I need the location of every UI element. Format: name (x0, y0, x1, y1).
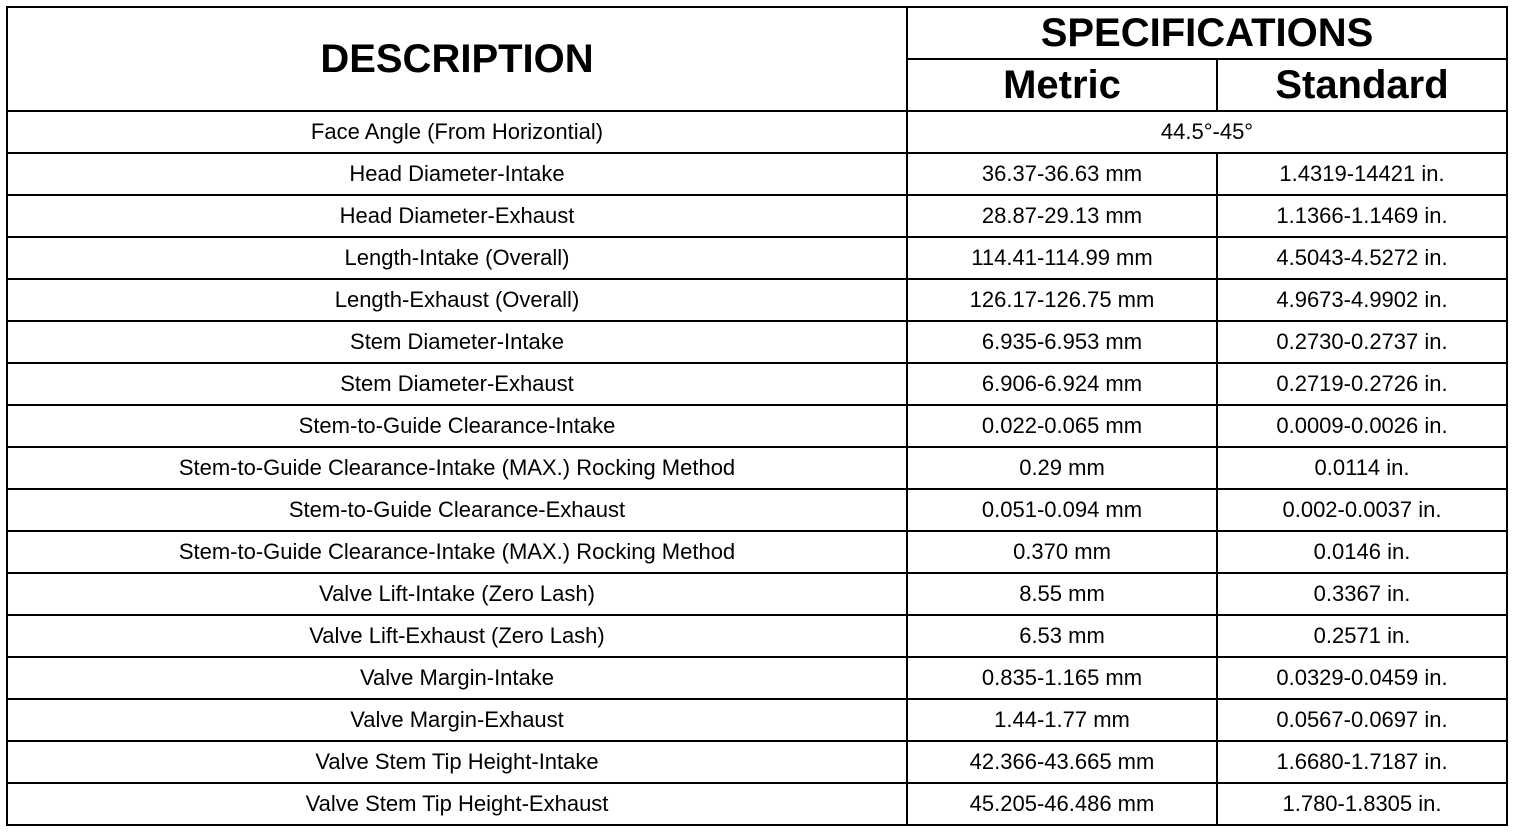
metric-cell: 6.935-6.953 mm (907, 321, 1217, 363)
metric-cell: 45.205-46.486 mm (907, 783, 1217, 825)
description-cell: Valve Stem Tip Height-Intake (7, 741, 907, 783)
metric-cell: 28.87-29.13 mm (907, 195, 1217, 237)
metric-cell: 0.835-1.165 mm (907, 657, 1217, 699)
description-cell: Head Diameter-Exhaust (7, 195, 907, 237)
standard-cell: 4.5043-4.5272 in. (1217, 237, 1507, 279)
table-row (7, 321, 1507, 363)
description-cell: Valve Stem Tip Height-Exhaust (7, 783, 907, 825)
metric-cell: 6.53 mm (907, 615, 1217, 657)
description-cell: Stem-to-Guide Clearance-Intake (MAX.) Rocking Method (7, 447, 907, 489)
table-row (7, 741, 1507, 783)
description-cell: Valve Lift-Exhaust (Zero Lash) (7, 615, 907, 657)
valve-specifications-table (6, 6, 1508, 826)
description-cell: Length-Intake (Overall) (7, 237, 907, 279)
standard-cell: 1.1366-1.1469 in. (1217, 195, 1507, 237)
metric-cell: 0.022-0.065 mm (907, 405, 1217, 447)
table-row (7, 657, 1507, 699)
table-row (7, 573, 1507, 615)
standard-cell: 0.0114 in. (1217, 447, 1507, 489)
table-row (7, 405, 1507, 447)
standard-cell: 0.002-0.0037 in. (1217, 489, 1507, 531)
table-row (7, 531, 1507, 573)
metric-cell: 0.29 mm (907, 447, 1217, 489)
metric-cell: 42.366-43.665 mm (907, 741, 1217, 783)
metric-cell: 1.44-1.77 mm (907, 699, 1217, 741)
table-row (7, 363, 1507, 405)
description-cell: Valve Margin-Exhaust (7, 699, 907, 741)
table-row (7, 783, 1507, 825)
standard-cell: 0.0567-0.0697 in. (1217, 699, 1507, 741)
description-cell: Stem-to-Guide Clearance-Intake (MAX.) Rocking Method (7, 531, 907, 573)
description-header: DESCRIPTION (7, 7, 907, 111)
metric-cell: 0.051-0.094 mm (907, 489, 1217, 531)
header-row-top (7, 7, 1507, 59)
metric-cell: 114.41-114.99 mm (907, 237, 1217, 279)
standard-cell: 1.6680-1.7187 in. (1217, 741, 1507, 783)
standard-header: Standard (1217, 59, 1507, 111)
standard-cell: 0.2730-0.2737 in. (1217, 321, 1507, 363)
face-angle-value-cell: 44.5°-45° (907, 111, 1507, 153)
standard-cell: 0.0146 in. (1217, 531, 1507, 573)
description-cell: Valve Lift-Intake (Zero Lash) (7, 573, 907, 615)
description-cell: Stem-to-Guide Clearance-Exhaust (7, 489, 907, 531)
description-cell: Stem-to-Guide Clearance-Intake (7, 405, 907, 447)
table-row (7, 153, 1507, 195)
standard-cell: 0.0329-0.0459 in. (1217, 657, 1507, 699)
description-cell: Stem Diameter-Exhaust (7, 363, 907, 405)
table-row (7, 237, 1507, 279)
metric-cell: 36.37-36.63 mm (907, 153, 1217, 195)
metric-header: Metric (907, 59, 1217, 111)
metric-cell: 0.370 mm (907, 531, 1217, 573)
metric-cell: 8.55 mm (907, 573, 1217, 615)
specifications-header: SPECIFICATIONS (907, 7, 1507, 59)
description-cell: Length-Exhaust (Overall) (7, 279, 907, 321)
description-cell: Valve Margin-Intake (7, 657, 907, 699)
description-cell: Head Diameter-Intake (7, 153, 907, 195)
standard-cell: 0.0009-0.0026 in. (1217, 405, 1507, 447)
description-cell: Stem Diameter-Intake (7, 321, 907, 363)
description-cell: Face Angle (From Horizontial) (7, 111, 907, 153)
metric-cell: 126.17-126.75 mm (907, 279, 1217, 321)
table-row-face-angle (7, 111, 1507, 153)
table-row (7, 279, 1507, 321)
table-row (7, 447, 1507, 489)
standard-cell: 4.9673-4.9902 in. (1217, 279, 1507, 321)
standard-cell: 0.2571 in. (1217, 615, 1507, 657)
metric-cell: 6.906-6.924 mm (907, 363, 1217, 405)
table-row (7, 489, 1507, 531)
standard-cell: 0.2719-0.2726 in. (1217, 363, 1507, 405)
standard-cell: 1.780-1.8305 in. (1217, 783, 1507, 825)
standard-cell: 0.3367 in. (1217, 573, 1507, 615)
table-row (7, 195, 1507, 237)
table-body (7, 111, 1507, 825)
standard-cell: 1.4319-14421 in. (1217, 153, 1507, 195)
table-row (7, 615, 1507, 657)
table-row (7, 699, 1507, 741)
